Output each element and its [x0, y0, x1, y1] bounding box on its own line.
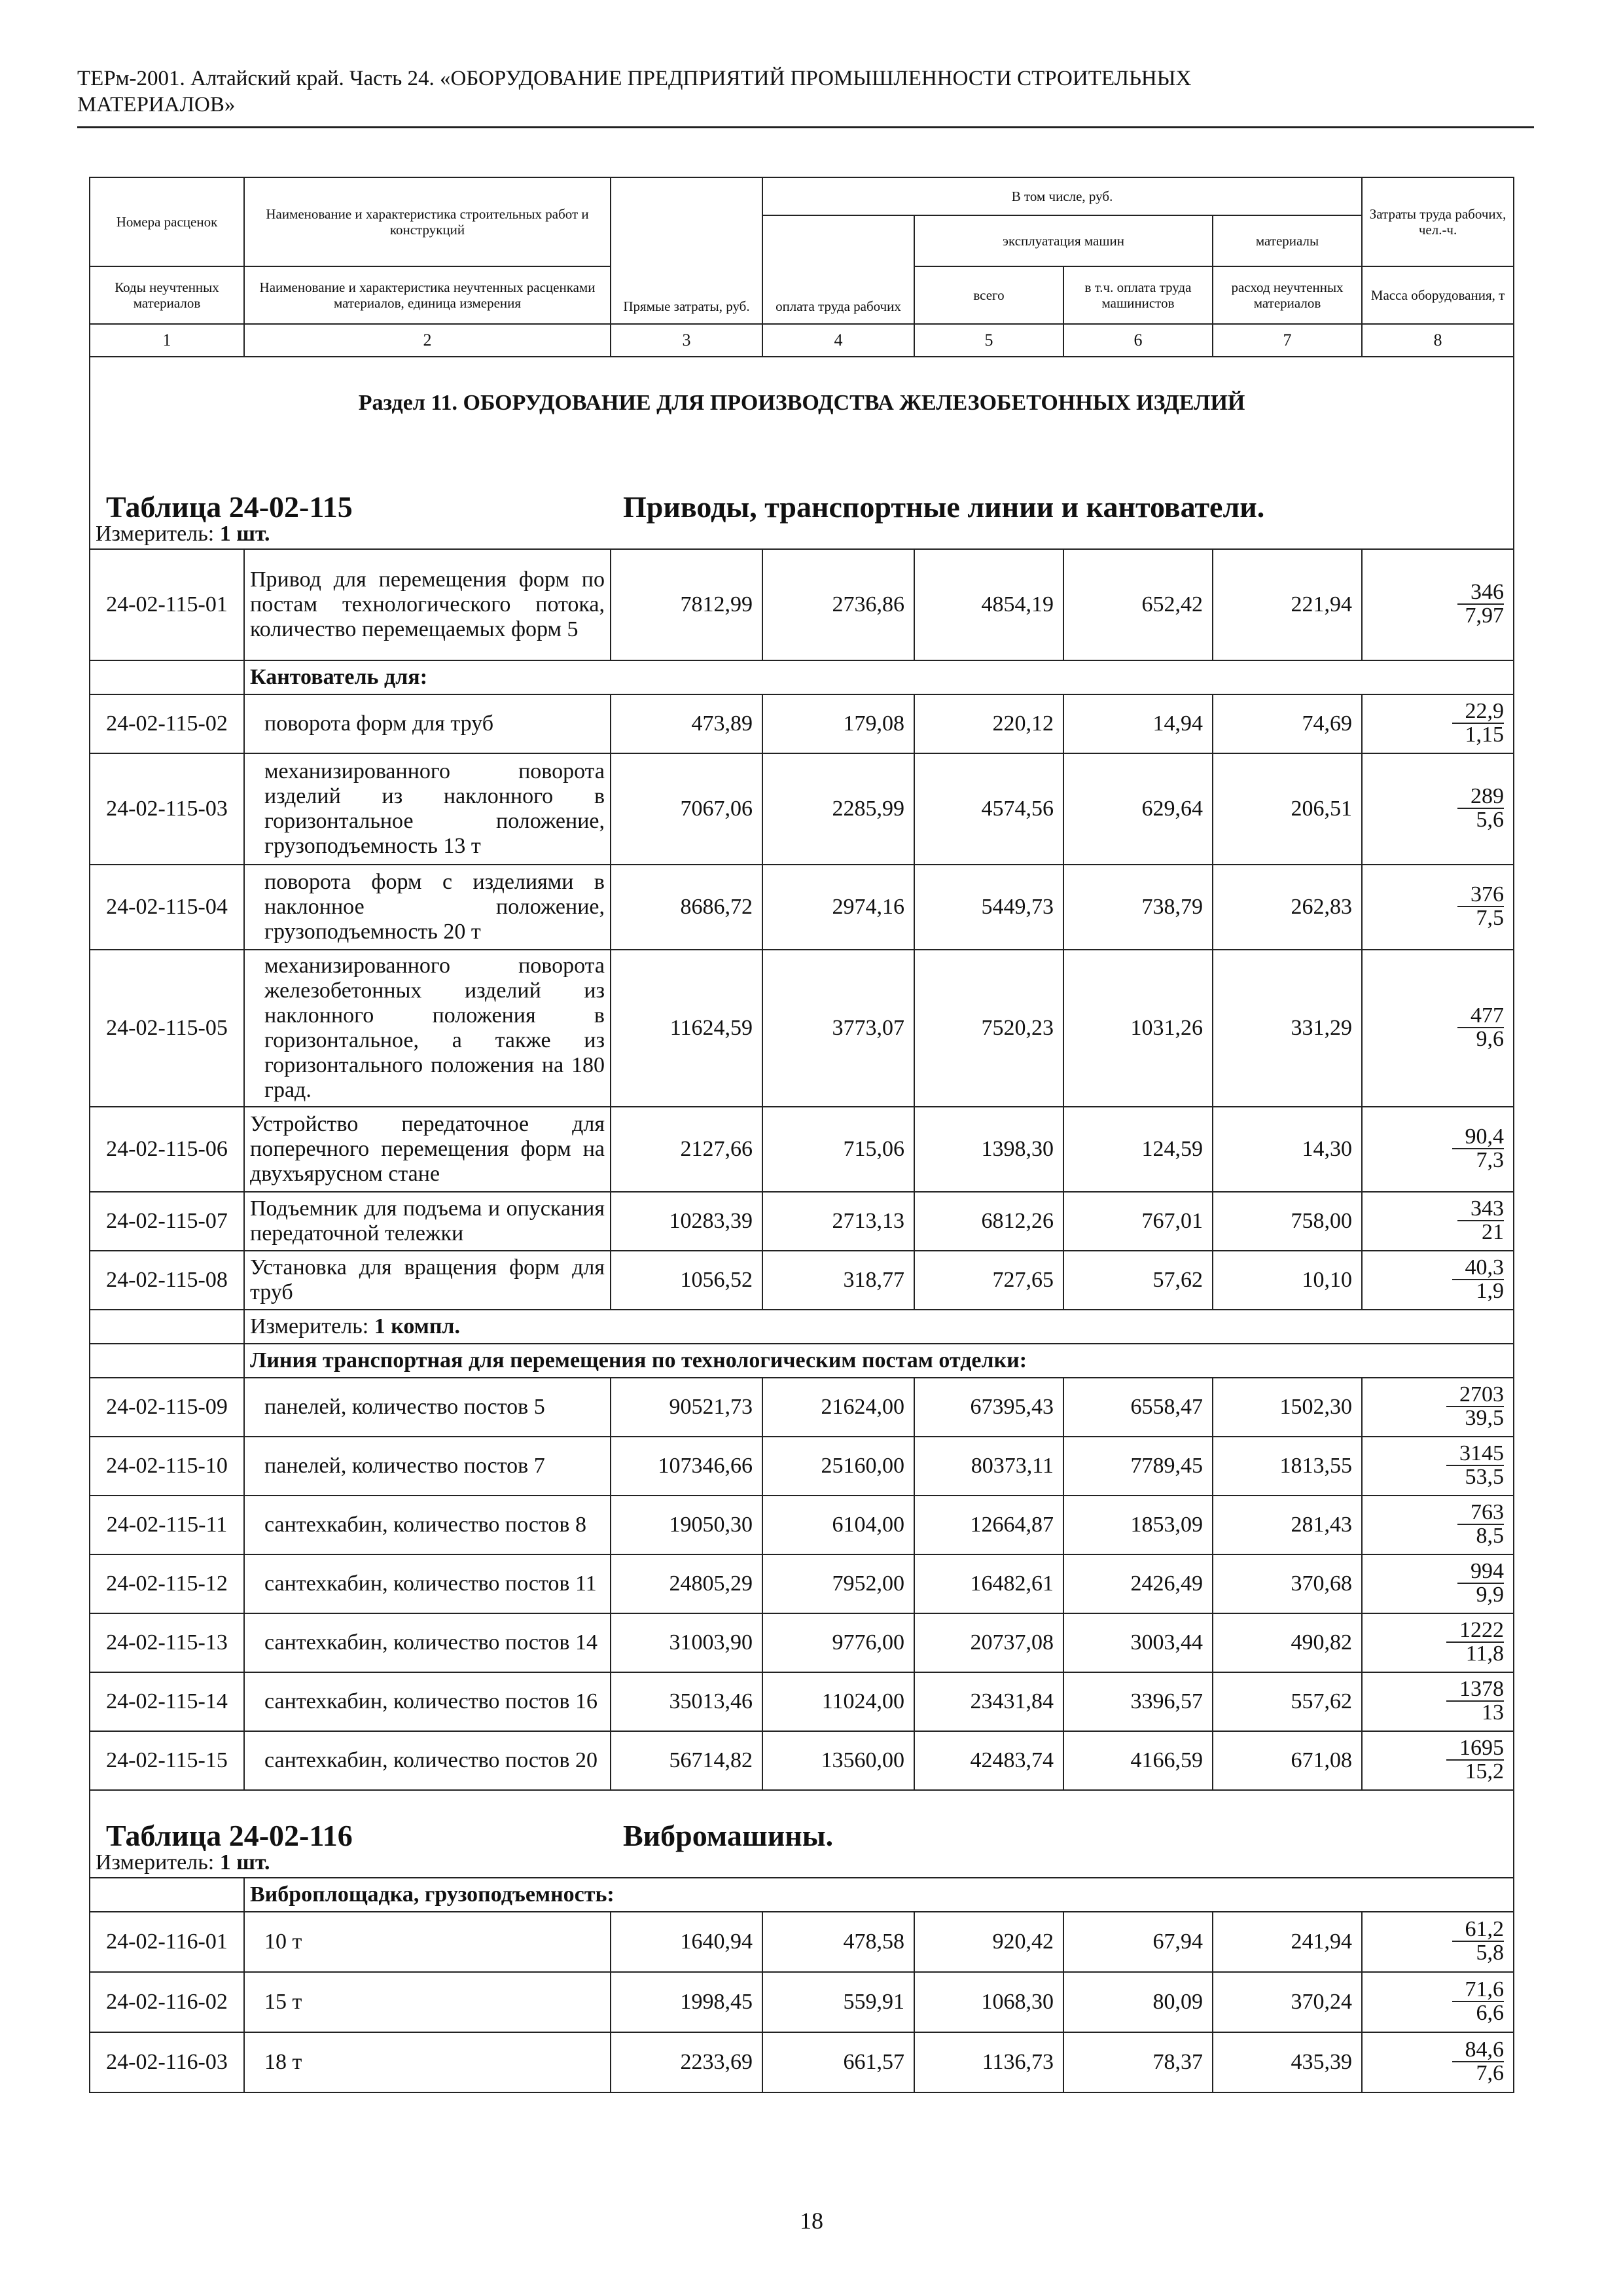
labor-mass-fraction: [1362, 1554, 1514, 1613]
rates-table: [89, 177, 1514, 2093]
direct-costs: 19050,30: [611, 1496, 762, 1554]
rate-description: Установка для вращения форм для труб: [244, 1251, 611, 1310]
machinists-pay: 652,42: [1063, 549, 1213, 660]
direct-costs: 2127,66: [611, 1107, 762, 1192]
equipment-mass: 15,2: [1465, 1759, 1505, 1784]
direct-costs: 1056,52: [611, 1251, 762, 1310]
direct-costs: 2233,69: [611, 2032, 762, 2092]
labor-pay: 179,08: [762, 694, 914, 753]
labor-mass-fraction: [1362, 1972, 1514, 2032]
rate-code: 24-02-115-04: [90, 865, 244, 950]
labor-pay: 661,57: [762, 2032, 914, 2092]
materials-cost: 241,94: [1213, 1912, 1362, 1972]
rate-description: механизированного поворота железобетонных изделий из наклонного положения в горизонтальное, а также из горизонтального положения на 180 град.: [244, 950, 611, 1107]
machinists-pay: 629,64: [1063, 753, 1213, 865]
col-num: 1: [90, 324, 244, 357]
rate-description: сантехкабин, количество постов 8: [244, 1496, 611, 1554]
col-num: 6: [1063, 324, 1213, 357]
direct-costs: 1640,94: [611, 1912, 762, 1972]
labor-hours: 1222: [1446, 1619, 1504, 1643]
col-num: 8: [1362, 324, 1514, 357]
rate-code: 24-02-116-01: [90, 1912, 244, 1972]
labor-hours: 289: [1457, 785, 1504, 809]
rate-code: 24-02-115-14: [90, 1672, 244, 1731]
machines-total: 1398,30: [914, 1107, 1063, 1192]
labor-pay: 2713,13: [762, 1192, 914, 1251]
labor-mass-fraction: [1362, 694, 1514, 753]
rate-description: сантехкабин, количество постов 14: [244, 1613, 611, 1672]
rate-description: механизированного поворота изделий из наклонного в горизонтальное положение, грузоподъемность 13 т: [244, 753, 611, 865]
labor-hours: 994: [1457, 1560, 1504, 1584]
table-row: [90, 694, 1514, 753]
table-row: [90, 1437, 1514, 1496]
labor-pay: 11024,00: [762, 1672, 914, 1731]
equipment-mass: 5,8: [1476, 1941, 1505, 1965]
machines-total: 220,12: [914, 694, 1063, 753]
labor-hours: 346: [1457, 581, 1504, 605]
machines-total: 42483,74: [914, 1731, 1063, 1790]
col4-head: оплата труда рабочих: [762, 215, 914, 324]
rate-code: 24-02-115-01: [90, 549, 244, 660]
table-row: [90, 1972, 1514, 2032]
direct-costs: 35013,46: [611, 1672, 762, 1731]
direct-costs: 8686,72: [611, 865, 762, 950]
rate-code: 24-02-115-06: [90, 1107, 244, 1192]
machines-total: 16482,61: [914, 1554, 1063, 1613]
rate-code: 24-02-115-10: [90, 1437, 244, 1496]
col6-head: в т.ч. оплата труда машинистов: [1063, 266, 1213, 324]
machines-total: 7520,23: [914, 950, 1063, 1107]
col-num: 2: [244, 324, 611, 357]
labor-mass-fraction: [1362, 1672, 1514, 1731]
table-115-label: Таблица 24-02-115: [106, 490, 353, 524]
rate-code: 24-02-115-11: [90, 1496, 244, 1554]
rate-code: 24-02-115-13: [90, 1613, 244, 1672]
materials-cost: 281,43: [1213, 1496, 1362, 1554]
machinists-pay: 2426,49: [1063, 1554, 1213, 1613]
equipment-mass: 1,9: [1476, 1279, 1505, 1303]
machinists-pay: 7789,45: [1063, 1437, 1213, 1496]
materials-cost: 490,82: [1213, 1613, 1362, 1672]
col2-head-b: Наименование и характеристика неучтенных расценками материалов, единица измерения: [244, 266, 611, 324]
materials-cost: 370,68: [1213, 1554, 1362, 1613]
col1-head-b: Коды неучтенных материалов: [90, 266, 244, 324]
machinists-pay: 124,59: [1063, 1107, 1213, 1192]
unit-row-kompl: [244, 1310, 1514, 1344]
equipment-mass: 21: [1482, 1220, 1505, 1244]
table-115-title-row: [90, 449, 1514, 524]
table-row: [90, 2032, 1514, 2092]
table-116-label: Таблица 24-02-116: [106, 1819, 353, 1852]
header-rule: [77, 126, 1534, 128]
table-row: [90, 1554, 1514, 1613]
labor-hours: 343: [1457, 1198, 1504, 1221]
labor-mass-fraction: [1362, 1912, 1514, 1972]
materials-cost: 221,94: [1213, 549, 1362, 660]
header-line-2: МАТЕРИАЛОВ»: [77, 93, 236, 117]
machinists-pay: 78,37: [1063, 2032, 1213, 2092]
table-row: [90, 865, 1514, 950]
unit-prefix: Измеритель:: [96, 1850, 220, 1874]
table-116-unit: [90, 1848, 1514, 1878]
materials-cost: 331,29: [1213, 950, 1362, 1107]
blank-cell: [90, 1310, 244, 1344]
rate-description: сантехкабин, количество постов 11: [244, 1554, 611, 1613]
labor-mass-fraction: [1362, 1251, 1514, 1310]
table-row: [90, 753, 1514, 865]
direct-costs: 24805,29: [611, 1554, 762, 1613]
labor-hours: 71,6: [1452, 1979, 1505, 2002]
equipment-mass: 7,3: [1476, 1148, 1505, 1172]
labor-hours: 22,9: [1452, 700, 1505, 724]
labor-pay: 6104,00: [762, 1496, 914, 1554]
machinists-pay: 3003,44: [1063, 1613, 1213, 1672]
table-row: [90, 1496, 1514, 1554]
machinists-pay: 14,94: [1063, 694, 1213, 753]
col8-head-b: Масса оборудования, т: [1362, 266, 1514, 324]
labor-hours: 1695: [1446, 1737, 1504, 1761]
labor-mass-fraction: [1362, 865, 1514, 950]
col3-head: Прямые затраты, руб.: [611, 177, 762, 324]
labor-mass-fraction: [1362, 1192, 1514, 1251]
direct-costs: 1998,45: [611, 1972, 762, 2032]
labor-hours: 84,6: [1452, 2039, 1505, 2062]
labor-hours: 3145: [1446, 1443, 1504, 1466]
header-line-1: ТЕРм-2001. Алтайский край. Часть 24. «ОБОРУДОВАНИЕ ПРЕДПРИЯТИЙ ПРОМЫШЛЕННОСТИ СТРОИТЕЛЬНЫХ: [77, 67, 1192, 90]
equipment-mass: 7,97: [1465, 603, 1505, 628]
subheading-transport-line: Линия транспортная для перемещения по технологическим постам отделки:: [244, 1344, 1514, 1378]
rate-description: панелей, количество постов 5: [244, 1378, 611, 1437]
labor-pay: 2285,99: [762, 753, 914, 865]
labor-hours: 90,4: [1452, 1126, 1505, 1149]
rate-description: Устройство передаточное для поперечного перемещения форм на двухъярусном стане: [244, 1107, 611, 1192]
machinists-pay: 80,09: [1063, 1972, 1213, 2032]
materials-cost: 671,08: [1213, 1731, 1362, 1790]
equipment-mass: 11,8: [1465, 1641, 1505, 1666]
col1-head-a: Номера расценок: [90, 177, 244, 266]
labor-hours: 477: [1457, 1005, 1504, 1028]
unit-prefix: Измеритель:: [96, 522, 220, 546]
col-num: 7: [1213, 324, 1362, 357]
table-row: [90, 1378, 1514, 1437]
labor-pay: 478,58: [762, 1912, 914, 1972]
unit-value: 1 шт.: [219, 1850, 270, 1874]
materials-cost: 262,83: [1213, 865, 1362, 950]
table-115-title: Приводы, транспортные линии и кантователи.: [623, 490, 1265, 524]
table-row: [90, 1731, 1514, 1790]
materials-cost: 1502,30: [1213, 1378, 1362, 1437]
machinists-pay: 738,79: [1063, 865, 1213, 950]
blank-cell: [90, 1344, 244, 1378]
machines-total: 4574,56: [914, 753, 1063, 865]
equipment-mass: 53,5: [1465, 1465, 1505, 1489]
col-num: 3: [611, 324, 762, 357]
machines-total: 4854,19: [914, 549, 1063, 660]
labor-hours: 61,2: [1452, 1918, 1505, 1942]
labor-hours: 763: [1457, 1501, 1504, 1525]
labor-mass-fraction: [1362, 1107, 1514, 1192]
rate-description: сантехкабин, количество постов 20: [244, 1731, 611, 1790]
table-row: [90, 1672, 1514, 1731]
equipment-mass: 6,6: [1476, 2001, 1505, 2025]
rate-code: 24-02-115-09: [90, 1378, 244, 1437]
machinists-pay: 1031,26: [1063, 950, 1213, 1107]
labor-mass-fraction: [1362, 2032, 1514, 2092]
machines-total: 1136,73: [914, 2032, 1063, 2092]
col8-head-a: Затраты труда рабочих, чел.-ч.: [1362, 177, 1514, 266]
table-row: [90, 1107, 1514, 1192]
machinists-pay: 3396,57: [1063, 1672, 1213, 1731]
equipment-mass: 39,5: [1465, 1406, 1505, 1430]
rate-description: 15 т: [244, 1972, 611, 2032]
col2-head-a: Наименование и характеристика строительных работ и конструкций: [244, 177, 611, 266]
table-row: [90, 1912, 1514, 1972]
machines-total: 20737,08: [914, 1613, 1063, 1672]
rate-description: поворота форм для труб: [244, 694, 611, 753]
incl-head: В том числе, руб.: [762, 177, 1362, 215]
machines-total: 6812,26: [914, 1192, 1063, 1251]
materials-cost: 10,10: [1213, 1251, 1362, 1310]
rate-code: 24-02-116-03: [90, 2032, 244, 2092]
rate-code: 24-02-115-03: [90, 753, 244, 865]
direct-costs: 7812,99: [611, 549, 762, 660]
machines-head: эксплуатация машин: [914, 215, 1213, 266]
direct-costs: 107346,66: [611, 1437, 762, 1496]
column-numbers-row: [90, 324, 1514, 357]
col-num: 4: [762, 324, 914, 357]
materials-head: материалы: [1213, 215, 1362, 266]
subheading-vibro: Виброплощадка, грузоподъемность:: [244, 1878, 1514, 1912]
table-row: [90, 950, 1514, 1107]
equipment-mass: 9,9: [1476, 1583, 1505, 1607]
machines-total: 23431,84: [914, 1672, 1063, 1731]
labor-pay: 25160,00: [762, 1437, 914, 1496]
rate-description: 10 т: [244, 1912, 611, 1972]
rate-code: 24-02-115-15: [90, 1731, 244, 1790]
rate-description: Подъемник для подъема и опускания передаточной тележки: [244, 1192, 611, 1251]
labor-hours: 40,3: [1452, 1257, 1505, 1280]
machinists-pay: 57,62: [1063, 1251, 1213, 1310]
materials-cost: 14,30: [1213, 1107, 1362, 1192]
labor-mass-fraction: [1362, 1378, 1514, 1437]
labor-pay: 7952,00: [762, 1554, 914, 1613]
materials-cost: 206,51: [1213, 753, 1362, 865]
equipment-mass: 9,6: [1476, 1027, 1505, 1051]
table-115-unit: [90, 520, 1514, 549]
labor-hours: 1378: [1446, 1678, 1504, 1702]
machinists-pay: 67,94: [1063, 1912, 1213, 1972]
labor-pay: 2736,86: [762, 549, 914, 660]
machinists-pay: 6558,47: [1063, 1378, 1213, 1437]
labor-pay: 21624,00: [762, 1378, 914, 1437]
materials-cost: 1813,55: [1213, 1437, 1362, 1496]
direct-costs: 7067,06: [611, 753, 762, 865]
machines-total: 5449,73: [914, 865, 1063, 950]
table-116-title: Вибромашины.: [623, 1819, 834, 1852]
labor-pay: 715,06: [762, 1107, 914, 1192]
direct-costs: 10283,39: [611, 1192, 762, 1251]
rate-code: 24-02-115-12: [90, 1554, 244, 1613]
subheading-kantovatel: Кантователь для:: [244, 660, 1514, 694]
rate-description: 18 т: [244, 2032, 611, 2092]
materials-cost: 435,39: [1213, 2032, 1362, 2092]
page-number: 18: [800, 2208, 823, 2234]
materials-cost: 370,24: [1213, 1972, 1362, 2032]
rate-description: сантехкабин, количество постов 16: [244, 1672, 611, 1731]
labor-pay: 3773,07: [762, 950, 914, 1107]
machines-total: 12664,87: [914, 1496, 1063, 1554]
rate-code: 24-02-115-07: [90, 1192, 244, 1251]
labor-hours: 2703: [1446, 1384, 1504, 1407]
labor-hours: 376: [1457, 884, 1504, 907]
labor-pay: 318,77: [762, 1251, 914, 1310]
labor-pay: 559,91: [762, 1972, 914, 2032]
labor-mass-fraction: [1362, 549, 1514, 660]
blank-cell: [90, 660, 244, 694]
rate-code: 24-02-115-05: [90, 950, 244, 1107]
direct-costs: 11624,59: [611, 950, 762, 1107]
labor-pay: 2974,16: [762, 865, 914, 950]
rate-description: панелей, количество постов 7: [244, 1437, 611, 1496]
col-num: 5: [914, 324, 1063, 357]
labor-pay: 13560,00: [762, 1731, 914, 1790]
labor-mass-fraction: [1362, 1437, 1514, 1496]
blank-cell: [90, 1878, 244, 1912]
materials-cost: 74,69: [1213, 694, 1362, 753]
labor-pay: 9776,00: [762, 1613, 914, 1672]
equipment-mass: 5,6: [1476, 808, 1505, 832]
equipment-mass: 8,5: [1476, 1524, 1505, 1548]
section-title: Раздел 11. ОБОРУДОВАНИЕ ДЛЯ ПРОИЗВОДСТВА ЖЕЛЕЗОБЕТОННЫХ ИЗДЕЛИЙ: [90, 357, 1514, 449]
materials-cost: 557,62: [1213, 1672, 1362, 1731]
col5-head: всего: [914, 266, 1063, 324]
rate-code: 24-02-115-02: [90, 694, 244, 753]
materials-cost: 758,00: [1213, 1192, 1362, 1251]
unit-value: 1 компл.: [374, 1314, 461, 1338]
machines-total: 1068,30: [914, 1972, 1063, 2032]
machines-total: 727,65: [914, 1251, 1063, 1310]
direct-costs: 90521,73: [611, 1378, 762, 1437]
table-row: [90, 1192, 1514, 1251]
labor-mass-fraction: [1362, 950, 1514, 1107]
direct-costs: 473,89: [611, 694, 762, 753]
equipment-mass: 1,15: [1465, 723, 1505, 747]
labor-mass-fraction: [1362, 1613, 1514, 1672]
table-row: [90, 1251, 1514, 1310]
equipment-mass: 13: [1482, 1700, 1505, 1725]
labor-mass-fraction: [1362, 1496, 1514, 1554]
col7-head: расход неучтенных материалов: [1213, 266, 1362, 324]
machines-total: 67395,43: [914, 1378, 1063, 1437]
direct-costs: 31003,90: [611, 1613, 762, 1672]
machinists-pay: 4166,59: [1063, 1731, 1213, 1790]
machinists-pay: 767,01: [1063, 1192, 1213, 1251]
machines-total: 920,42: [914, 1912, 1063, 1972]
machines-total: 80373,11: [914, 1437, 1063, 1496]
labor-mass-fraction: [1362, 1731, 1514, 1790]
table-row: [90, 1613, 1514, 1672]
running-header: [77, 65, 1530, 118]
rate-code: 24-02-115-08: [90, 1251, 244, 1310]
unit-prefix: Измеритель:: [250, 1314, 374, 1338]
direct-costs: 56714,82: [611, 1731, 762, 1790]
equipment-mass: 7,6: [1476, 2061, 1505, 2085]
labor-mass-fraction: [1362, 753, 1514, 865]
rate-description: поворота форм с изделиями в наклонное положение, грузоподъемность 20 т: [244, 865, 611, 950]
rate-code: 24-02-116-02: [90, 1972, 244, 2032]
unit-value: 1 шт.: [219, 522, 270, 546]
table-row: [90, 549, 1514, 660]
rate-description: Привод для перемещения форм по постам технологического потока, количество перемещаемых форм 5: [244, 549, 611, 660]
equipment-mass: 7,5: [1476, 906, 1505, 930]
machinists-pay: 1853,09: [1063, 1496, 1213, 1554]
table-116-title-row: [90, 1790, 1514, 1852]
